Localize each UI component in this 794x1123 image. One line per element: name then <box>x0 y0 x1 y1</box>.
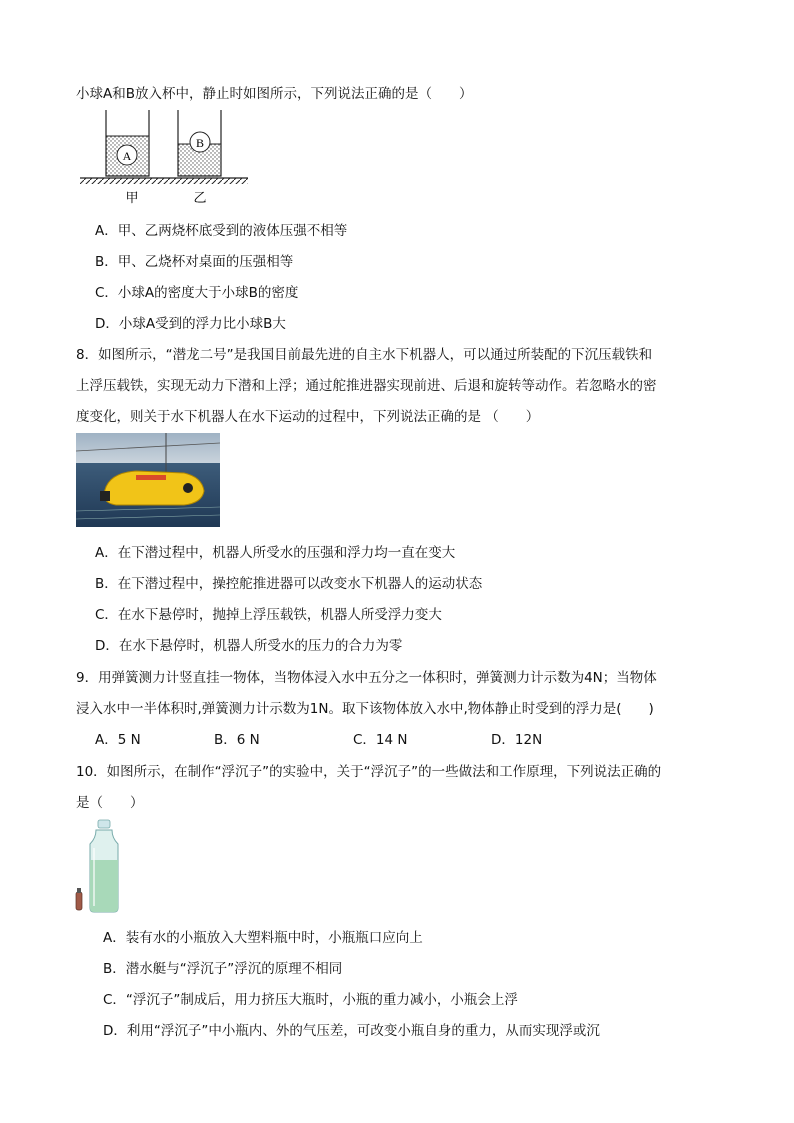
q8-stem-line-1: 8．如图所示，“潜龙二号”是我国目前最先进的自主水下机器人，可以通过所装配的下沉压载铁和 <box>76 347 653 363</box>
q10-stem-line-2: 是（ ） <box>76 795 144 811</box>
q7-beakers-figure <box>78 108 250 208</box>
robot-photo <box>76 433 220 527</box>
q7-option-c: C．小球A的密度大于小球B的密度 <box>95 285 299 301</box>
q8-option-c: C．在水下悬停时，抛掉上浮压载铁，机器人所受浮力变大 <box>95 607 442 623</box>
q10-option-b: B．潜水艇与“浮沉子”浮沉的原理不相同 <box>103 961 343 977</box>
q10-stem-line-1: 10．如图所示，在制作“浮沉子”的实验中，关于“浮沉子”的一些做法和工作原理，下列说法正确的 <box>76 764 662 780</box>
q9-stem-line-2: 浸入水中一半体积时,弹簧测力计示数为1N。取下该物体放入水中,物体静止时受到的浮力是( ) <box>76 701 654 717</box>
q8-option-a: A．在下潜过程中，机器人所受水的压强和浮力均一直在变大 <box>95 545 456 561</box>
beaker-right-label: 乙 <box>193 191 207 206</box>
q8-option-d: D．在水下悬停时，机器人所受水的压力的合力为零 <box>95 638 403 654</box>
q10-option-a: A．装有水的小瓶放入大塑料瓶中时，小瓶瓶口应向上 <box>103 930 423 946</box>
bottle-figure <box>74 818 126 916</box>
q8-stem-line-3: 度变化，则关于水下机器人在水下运动的过程中，下列说法正确的是 （ ） <box>76 409 540 425</box>
q7-option-d: D．小球A受到的浮力比小球B大 <box>95 316 286 332</box>
q7-option-a: A．甲、乙两烧杯底受到的液体压强不相等 <box>95 223 348 239</box>
q8-option-b: B．在下潜过程中，操控舵推进器可以改变水下机器人的运动状态 <box>95 576 483 592</box>
ball-a-label: A <box>122 149 132 163</box>
q9-option-a: A．5 N <box>95 732 141 748</box>
q7-stem: 小球A和B放入杯中，静止时如图所示，下列说法正确的是（ ） <box>76 86 473 102</box>
q10-option-c: C．“浮沉子”制成后，用力挤压大瓶时，小瓶的重力减小，小瓶会上浮 <box>103 992 518 1008</box>
q9-option-d: D．12N <box>491 732 543 748</box>
ball-b-label: B <box>195 136 205 150</box>
q8-stem-line-2: 上浮压载铁，实现无动力下潜和上浮；通过舵推进器实现前进、后退和旋转等动作。若忽略水的密 <box>76 378 657 394</box>
q9-option-c: C．14 N <box>353 732 408 748</box>
beaker-left-label: 甲 <box>125 191 139 206</box>
q9-stem-line-1: 9．用弹簧测力计竖直挂一物体，当物体浸入水中五分之一体积时，弹簧测力计示数为4N；当物体 <box>76 670 657 686</box>
q7-option-b: B．甲、乙烧杯对桌面的压强相等 <box>95 254 294 270</box>
q10-option-d: D．利用“浮沉子”中小瓶内、外的气压差，可改变小瓶自身的重力，从而实现浮或沉 <box>103 1023 600 1039</box>
q9-option-b: B．6 N <box>214 732 260 748</box>
